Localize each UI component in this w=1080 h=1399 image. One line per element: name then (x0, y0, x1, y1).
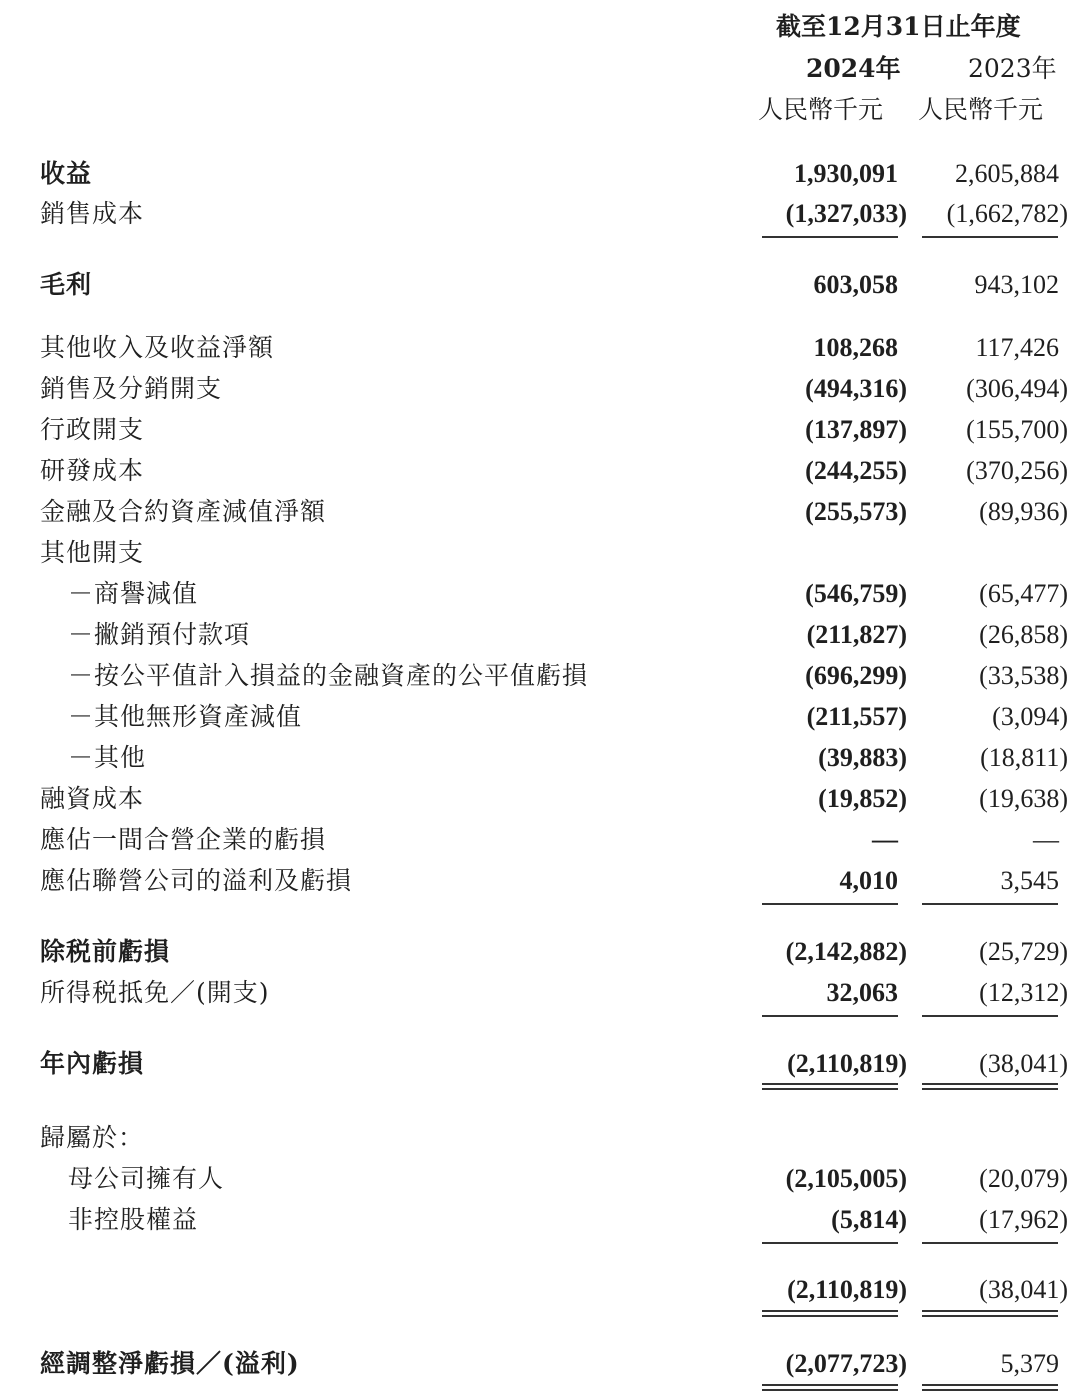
value-2023: (26,858) (979, 620, 1068, 649)
value-2024: (2,077,723) (785, 1349, 907, 1378)
row-finance-costs (0, 782, 1080, 816)
row-label: 所得税抵免／(開支) (40, 978, 270, 1007)
row-label: 收益 (40, 159, 93, 188)
value-2024: (2,142,882) (785, 937, 907, 966)
value-2024: (2,110,819) (787, 1049, 907, 1078)
year-2024-header: 2024年 (806, 54, 901, 83)
row-jv-loss (0, 823, 1080, 857)
total-double-rule (922, 1310, 1058, 1317)
value-2023: (3,094) (992, 702, 1068, 731)
row-income-tax (0, 976, 1080, 1010)
row-label: 應佔一間合營企業的虧損 (40, 825, 327, 854)
value-2023: (18,811) (980, 743, 1068, 772)
value-2023: (20,079) (979, 1164, 1068, 1193)
value-2024: 603,058 (813, 270, 898, 299)
value-2024: (211,557) (806, 702, 907, 731)
value-2023: (19,638) (979, 784, 1068, 813)
row-other-income (0, 331, 1080, 365)
value-2023: (12,312) (979, 978, 1068, 1007)
row-prepayment-writeoff (0, 618, 1080, 652)
row-selling-expenses (0, 372, 1080, 406)
row-label: 其他開支 (40, 538, 145, 567)
value-2023: 117,426 (975, 333, 1059, 362)
value-2024: (255,573) (805, 497, 907, 526)
row-cost-of-sales (0, 197, 1080, 231)
row-impairment-financial (0, 495, 1080, 529)
value-2024: (137,897) (805, 415, 907, 444)
row-rd-costs (0, 454, 1080, 488)
value-2023: (306,494) (966, 374, 1068, 403)
row-label: 應佔聯營公司的溢利及虧損 (40, 866, 353, 895)
row-label: 非控股權益 (68, 1205, 199, 1234)
row-attributable-total (0, 1273, 1080, 1307)
row-other-expenses (0, 536, 1080, 570)
total-double-rule (762, 1384, 898, 1391)
value-2024: (494,316) (805, 374, 907, 403)
subtotal-rule (922, 903, 1058, 905)
value-2024: (546,759) (805, 579, 907, 608)
row-fair-value-loss (0, 659, 1080, 693)
value-2023: 3,545 (1000, 866, 1059, 895)
row-label: 其他收入及收益淨額 (40, 333, 275, 362)
row-label: 毛利 (40, 270, 93, 299)
row-label: －其他無形資產減值 (68, 702, 303, 731)
value-2023: (370,256) (966, 456, 1068, 485)
subtotal-rule (922, 1242, 1058, 1244)
row-label: 研發成本 (40, 456, 145, 485)
row-owners-of-parent (0, 1162, 1080, 1196)
row-loss-before-tax (0, 935, 1080, 969)
value-2023: 5,379 (1000, 1349, 1059, 1378)
row-label: 行政開支 (40, 415, 145, 444)
value-2024: (1,327,033) (785, 199, 907, 228)
row-label: 歸屬於： (40, 1123, 145, 1152)
row-label: 母公司擁有人 (68, 1164, 225, 1193)
value-2023: 943,102 (974, 270, 1059, 299)
value-2024: (211,827) (806, 620, 907, 649)
value-2023: (1,662,782) (946, 199, 1068, 228)
row-others (0, 741, 1080, 775)
year-2023-header: 2023年 (968, 54, 1057, 83)
row-label: －按公平值計入損益的金融資產的公平值虧損 (68, 661, 589, 690)
subtotal-rule (762, 1242, 898, 1244)
value-2023: (155,700) (966, 415, 1068, 444)
total-double-rule (762, 1083, 898, 1090)
row-non-controlling (0, 1203, 1080, 1237)
row-admin-expenses (0, 413, 1080, 447)
value-2023: — (1033, 825, 1059, 854)
value-2024: (19,852) (818, 784, 907, 813)
row-gross-profit (0, 268, 1080, 302)
subtotal-rule (762, 903, 898, 905)
row-revenue (0, 157, 1080, 191)
period-header: 截至12月31日止年度 (776, 12, 1021, 41)
row-associates-profit (0, 864, 1080, 898)
value-2024: (5,814) (831, 1205, 907, 1234)
total-double-rule (922, 1384, 1058, 1391)
value-2023: (33,538) (979, 661, 1068, 690)
value-2023: (25,729) (979, 937, 1068, 966)
subtotal-rule (922, 1015, 1058, 1017)
unit-2023-header: 人民幣千元 (918, 95, 1044, 124)
value-2023: (89,936) (979, 497, 1068, 526)
row-label: －其他 (68, 743, 147, 772)
total-double-rule (922, 1083, 1058, 1090)
row-label: 經調整淨虧損／(溢利) (40, 1349, 300, 1378)
row-label: 銷售及分銷開支 (40, 374, 223, 403)
unit-2024-header: 人民幣千元 (758, 95, 884, 124)
row-label: 銷售成本 (40, 199, 145, 228)
value-2024: (696,299) (805, 661, 907, 690)
total-double-rule (762, 1310, 898, 1317)
subtotal-rule (762, 236, 898, 238)
row-label: 融資成本 (40, 784, 145, 813)
value-2024: 32,063 (826, 978, 898, 1007)
row-label: 年內虧損 (40, 1049, 145, 1078)
value-2023: (17,962) (979, 1205, 1068, 1234)
value-2024: (2,110,819) (787, 1275, 907, 1304)
value-2023: 2,605,884 (955, 159, 1059, 188)
value-2024: (244,255) (805, 456, 907, 485)
value-2023: (38,041) (979, 1049, 1068, 1078)
row-goodwill-impairment (0, 577, 1080, 611)
value-2024: — (872, 825, 898, 854)
value-2024: 1,930,091 (794, 159, 898, 188)
value-2023: (65,477) (979, 579, 1068, 608)
row-attributable-to (0, 1121, 1080, 1155)
row-label: －商譽減值 (68, 579, 199, 608)
value-2024: (39,883) (818, 743, 907, 772)
row-label: 除税前虧損 (40, 937, 171, 966)
value-2024: 108,268 (813, 333, 898, 362)
row-adjusted-net-loss (0, 1347, 1080, 1381)
value-2023: (38,041) (979, 1275, 1068, 1304)
subtotal-rule (762, 1015, 898, 1017)
value-2024: 4,010 (839, 866, 898, 895)
row-loss-for-year (0, 1047, 1080, 1081)
row-label: 金融及合約資產減值淨額 (40, 497, 327, 526)
row-intangible-impairment (0, 700, 1080, 734)
subtotal-rule (922, 236, 1058, 238)
row-label: －撇銷預付款項 (68, 620, 251, 649)
value-2024: (2,105,005) (785, 1164, 907, 1193)
